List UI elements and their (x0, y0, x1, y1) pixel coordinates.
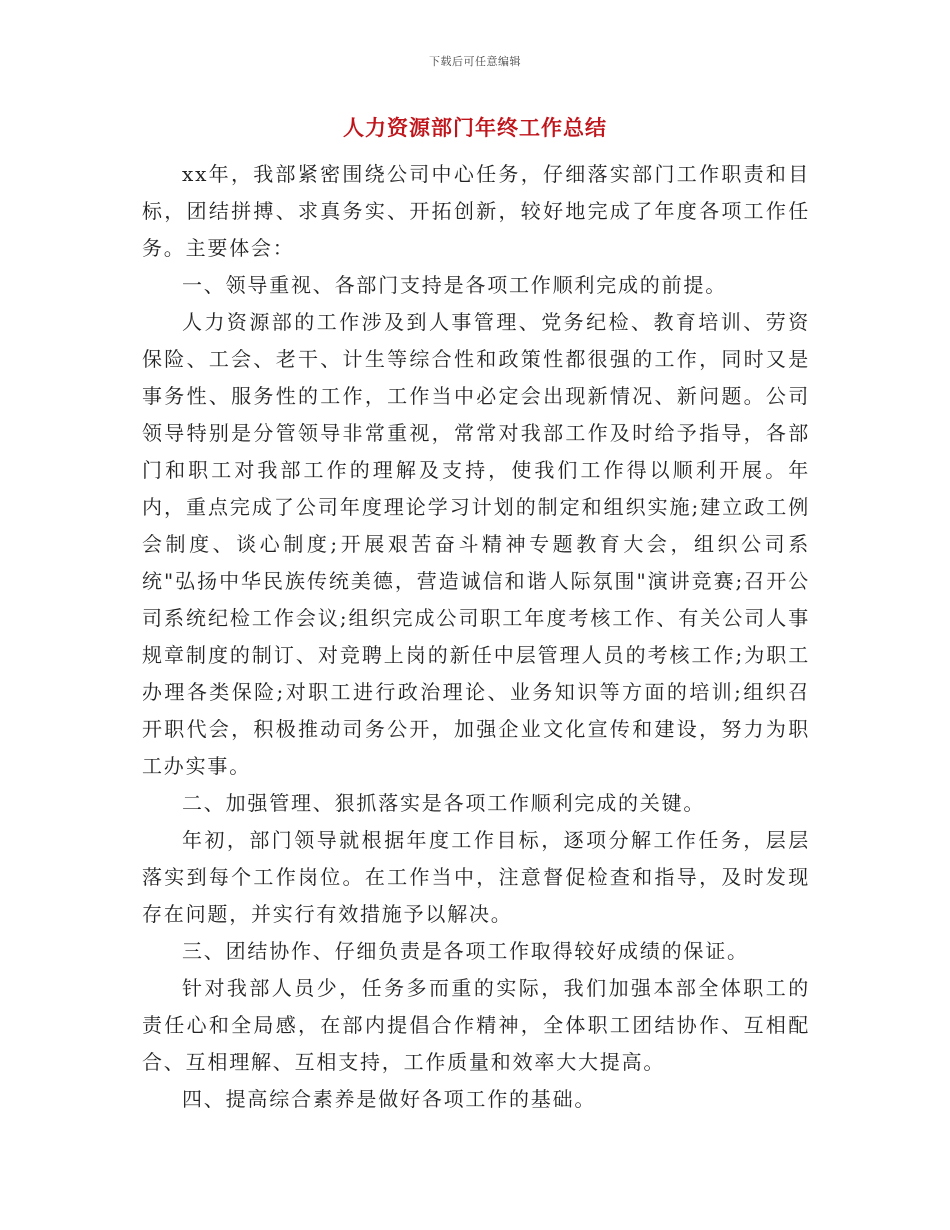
page-title: 人力资源部门年终工作总结 (343, 116, 607, 140)
section-heading: 一、领导重视、各部门支持是各项工作顺利完成的前提。 (182, 273, 727, 297)
paragraph: xx年，我部紧密围绕公司中心任务，仔细落实部门工作职责和目标，团结拼搏、求真务实、开拓创新，较好地完成了年度各项工作任务。主要体会： (142, 162, 810, 260)
section-heading: 二、加强管理、狠抓落实是各项工作顺利完成的关键。 (182, 791, 706, 815)
paragraph: 人力资源部的工作涉及到人事管理、党务纪检、教育培训、劳资保险、工会、老干、计生等综合性和政策性都很强的工作，同时又是事务性、服务性的工作，工作当中必定会出现新情况、新问题。公司领导特别是分管领导非常重视，常常对我部工作及时给予指导，各部门和职工对我部工作的理解及支持，使我们工作得以顺利开展。年内，重点完成了公司年度理论学习计划的制定和组织实施;建立政工例会制度、谈心制度;开展艰苦奋斗精神专题教育大会，组织公司系统"弘扬中华民族传统美德，营造诚信和谐人际氛围"演讲竞赛;召开公司系统纪检工作会议;组织完成公司职工年度考核工作、有关公司人事规章制度的制订、对竞聘上岗的新任中层管理人员的考核工作;为职工办理各类保险;对职工进行政治理论、业务知识等方面的培训;组织召开职代会，积极推动司务公开，加强企业文化宣传和建设，努力为职工办实事。 (142, 310, 810, 778)
paragraph: 针对我部人员少，任务多而重的实际，我们加强本部全体职工的责任心和全局感，在部内提倡合作精神，全体职工团结协作、互相配合、互相理解、互相支持，工作质量和效率大大提高。 (142, 976, 810, 1074)
paragraph: 年初，部门领导就根据年度工作目标，逐项分解工作任务，层层落实到每个工作岗位。在工作当中，注意督促检查和指导，及时发现存在问题，并实行有效措施予以解决。 (142, 828, 810, 926)
header-note: 下载后可任意编辑 (429, 55, 521, 68)
section-heading: 三、团结协作、仔细负责是各项工作取得较好成绩的保证。 (182, 939, 749, 963)
section-heading: 四、提高综合素养是做好各项工作的基础。 (182, 1087, 597, 1111)
document-body (142, 156, 810, 1118)
